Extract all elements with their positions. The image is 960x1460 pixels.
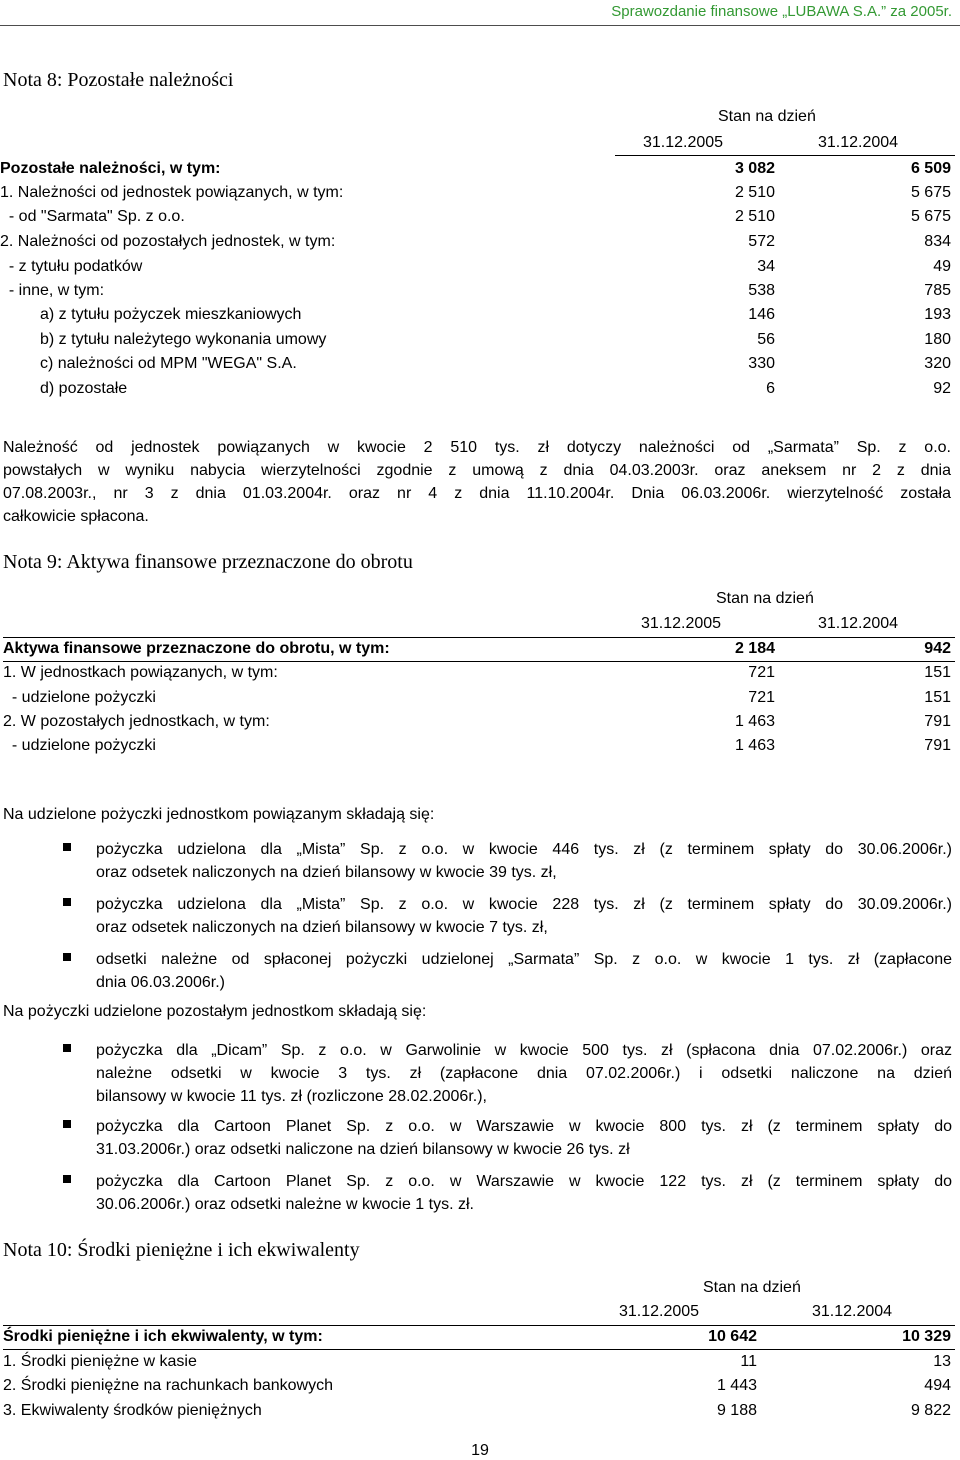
value-2004: 151 [924,664,951,681]
value-2004: 9 822 [910,1402,951,1419]
value-2004: 942 [924,640,951,657]
row-label: 1. W jednostkach powiązanych, w tym: [3,664,278,681]
row-label: - udzielone pożyczki [3,689,156,706]
value-2005: 1 443 [716,1377,757,1394]
list-item [0,1115,960,1165]
document-header: Sprawozdanie finansowe „LUBAWA S.A.” za 2005r. [611,3,952,20]
list-item [0,893,960,943]
bullet-line: oraz odsetek naliczonych na dzień bilansowy w kwocie 7 tys. zł, [96,919,548,936]
value-2004: 193 [924,306,951,323]
row-label: c) należności od MPM "WEGA" S.A. [40,355,297,372]
list-item [0,1170,960,1220]
value-2005: 538 [748,282,775,299]
value-2005: 1 463 [734,737,775,754]
row-label: - inne, w tym: [0,282,105,299]
note-10-col-2005: 31.12.2005 [619,1303,700,1320]
note-10-stan-label: Stan na dzień [703,1279,801,1296]
note-10-header-rule [3,1325,955,1326]
value-2005: 146 [748,306,775,323]
value-2005: 10 642 [708,1328,757,1345]
note-8-stan-label: Stan na dzień [718,108,816,125]
bullet-line: 30.06.2006r.) oraz odsetki należne w kwocie 1 tys. zł. [96,1196,474,1213]
row-label: 2. W pozostałych jednostkach, w tym: [3,713,270,730]
paragraph-line: powstałych w wyniku nabycia wierzytelności zgodnie z umową z dnia 04.03.2003r. oraz aneksem nr 2 z dnia [3,462,951,479]
bullet-line: pożyczka dla Cartoon Planet Sp. z o.o. w Warszawie w kwocie 800 tys. zł (z terminem spłaty do [96,1118,952,1135]
note-9-stan-label: Stan na dzień [716,590,814,607]
table-row [0,1353,960,1377]
value-2004: 49 [933,258,951,275]
paragraph-line: Należność od jednostek powiązanych w kwocie 2 510 tys. zł dotyczy należności od „Sarmata” Sp. z o.o. [3,439,951,456]
table-row [0,664,960,688]
row-label: 1. Środki pieniężne w kasie [3,1353,197,1370]
note-8-paragraph [3,436,951,528]
related-loans-intro: Na udzielone pożyczki jednostkom powiązanym składają się: [3,806,435,823]
row-label: 2. Należności od pozostałych jednostek, w tym: [0,233,336,250]
row-label: 1. Należności od jednostek powiązanych, w tym: [0,184,344,201]
list-item [0,1039,960,1111]
bullet-icon [63,843,71,851]
bullet-icon [63,1044,71,1052]
value-2005: 9 188 [716,1402,757,1419]
note-10-total-rule [3,1349,955,1350]
bullet-line: oraz odsetek naliczonych na dzień bilansowy w kwocie 39 tys. zł, [96,864,557,881]
bullet-icon [63,953,71,961]
value-2004: 791 [924,737,951,754]
bullet-line: pożyczka dla Cartoon Planet Sp. z o.o. w Warszawie w kwocie 122 tys. zł (z terminem spłaty do [96,1173,952,1190]
note-9-header-rule [3,637,955,638]
bullet-icon [63,1120,71,1128]
table-row [0,331,960,355]
table-row [0,258,960,282]
value-2005: 721 [748,664,775,681]
paragraph-line: całkowicie spłacona. [3,508,149,525]
header-rule [0,25,960,26]
table-row [0,184,960,208]
note-8-header-rule [615,155,955,156]
bullet-line: pożyczka udzielona dla „Mista” Sp. z o.o. w kwocie 446 tys. zł (z terminem spłaty do 30.06.2006r.) [96,841,952,858]
table-row [0,1377,960,1401]
value-2004: 13 [933,1353,951,1370]
row-label: - z tytułu podatków [0,258,143,275]
bullet-line: dnia 06.03.2006r.) [96,974,225,991]
bullet-line: 31.03.2006r.) oraz odsetki naliczone na dzień bilansowy w kwocie 26 tys. zł [96,1141,630,1158]
bullet-line: należne odsetki w kwocie 3 tys. zł (zapłacone dnia 07.02.2006r.) i odsetki naliczone na dzień [96,1065,952,1082]
other-loans-intro: Na pożyczki udzielone pozostałym jednostkom składają się: [3,1003,427,1020]
value-2004: 791 [924,713,951,730]
row-label: b) z tytułu należytego wykonania umowy [40,331,327,348]
row-label: Pozostałe należności, w tym: [0,160,221,177]
table-row [0,713,960,737]
value-2004: 92 [933,380,951,397]
table-row [0,355,960,379]
value-2005: 3 082 [734,160,775,177]
value-2004: 834 [924,233,951,250]
row-label: a) z tytułu pożyczek mieszkaniowych [40,306,302,323]
page-number: 19 [471,1442,489,1459]
value-2005: 572 [748,233,775,250]
note-9-total-rule [3,661,955,662]
table-row [0,380,960,404]
value-2005: 11 [740,1353,757,1370]
paragraph-line: 07.08.2003r., nr 3 z dnia 01.03.2004r. oraz nr 4 z dnia 11.10.2004r. Dnia 06.03.2006r. wierzytelność została [3,485,951,502]
note-9-title: Nota 9: Aktywa finansowe przeznaczone do obrotu [3,551,413,573]
row-label: d) pozostałe [40,380,128,397]
note-9-col-2004: 31.12.2004 [818,615,899,632]
row-label: Aktywa finansowe przeznaczone do obrotu, w tym: [3,640,390,657]
value-2005: 1 463 [734,713,775,730]
value-2005: 6 [766,380,775,397]
note-10-title: Nota 10: Środki pieniężne i ich ekwiwalenty [3,1239,360,1261]
value-2004: 151 [924,689,951,706]
list-item [0,838,960,888]
value-2005: 56 [757,331,775,348]
row-label: Środki pieniężne i ich ekwiwalenty, w tym: [3,1328,323,1345]
note-9-col-2005: 31.12.2005 [641,615,722,632]
table-row [0,282,960,306]
value-2004: 320 [924,355,951,372]
value-2005: 330 [748,355,775,372]
value-2005: 2 510 [734,184,775,201]
value-2005: 34 [757,258,775,275]
note-8-col-2004: 31.12.2004 [818,134,899,151]
table-row [0,208,960,232]
value-2004: 494 [924,1377,951,1394]
value-2005: 2 184 [734,640,775,657]
table-row [0,689,960,713]
row-label: 2. Środki pieniężne na rachunkach bankowych [3,1377,333,1394]
value-2004: 5 675 [910,184,951,201]
table-row [0,1402,960,1426]
value-2005: 2 510 [734,208,775,225]
table-row [0,233,960,257]
bullet-icon [63,1175,71,1183]
bullet-icon [63,898,71,906]
note-8-title: Nota 8: Pozostałe należności [3,69,234,91]
bullet-line: bilansowy w kwocie 11 tys. zł (rozliczone 28.02.2006r.), [96,1088,487,1105]
value-2004: 5 675 [910,208,951,225]
bullet-line: pożyczka dla „Dicam” Sp. z o.o. w Garwolinie w kwocie 500 tys. zł (spłacona dnia 07.02.2006r.) oraz [96,1042,952,1059]
row-label: - od "Sarmata" Sp. z o.o. [0,208,185,225]
row-label: 3. Ekwiwalenty środków pieniężnych [3,1402,262,1419]
bullet-line: pożyczka udzielona dla „Mista” Sp. z o.o. w kwocie 228 tys. zł (z terminem spłaty do 30.09.2006r.) [96,896,952,913]
table-row [0,160,960,184]
value-2004: 10 329 [902,1328,951,1345]
value-2004: 785 [924,282,951,299]
note-10-col-2004: 31.12.2004 [812,1303,893,1320]
value-2004: 6 509 [910,160,951,177]
row-label: - udzielone pożyczki [3,737,156,754]
table-row [0,737,960,761]
value-2004: 180 [924,331,951,348]
bullet-line: odsetki należne od spłaconej pożyczki udzielonej „Sarmata” Sp. z o.o. w kwocie 1 tys. zł (zapłacone [96,951,952,968]
list-item [0,948,960,998]
value-2005: 721 [748,689,775,706]
table-row [0,306,960,330]
note-8-col-2005: 31.12.2005 [643,134,724,151]
